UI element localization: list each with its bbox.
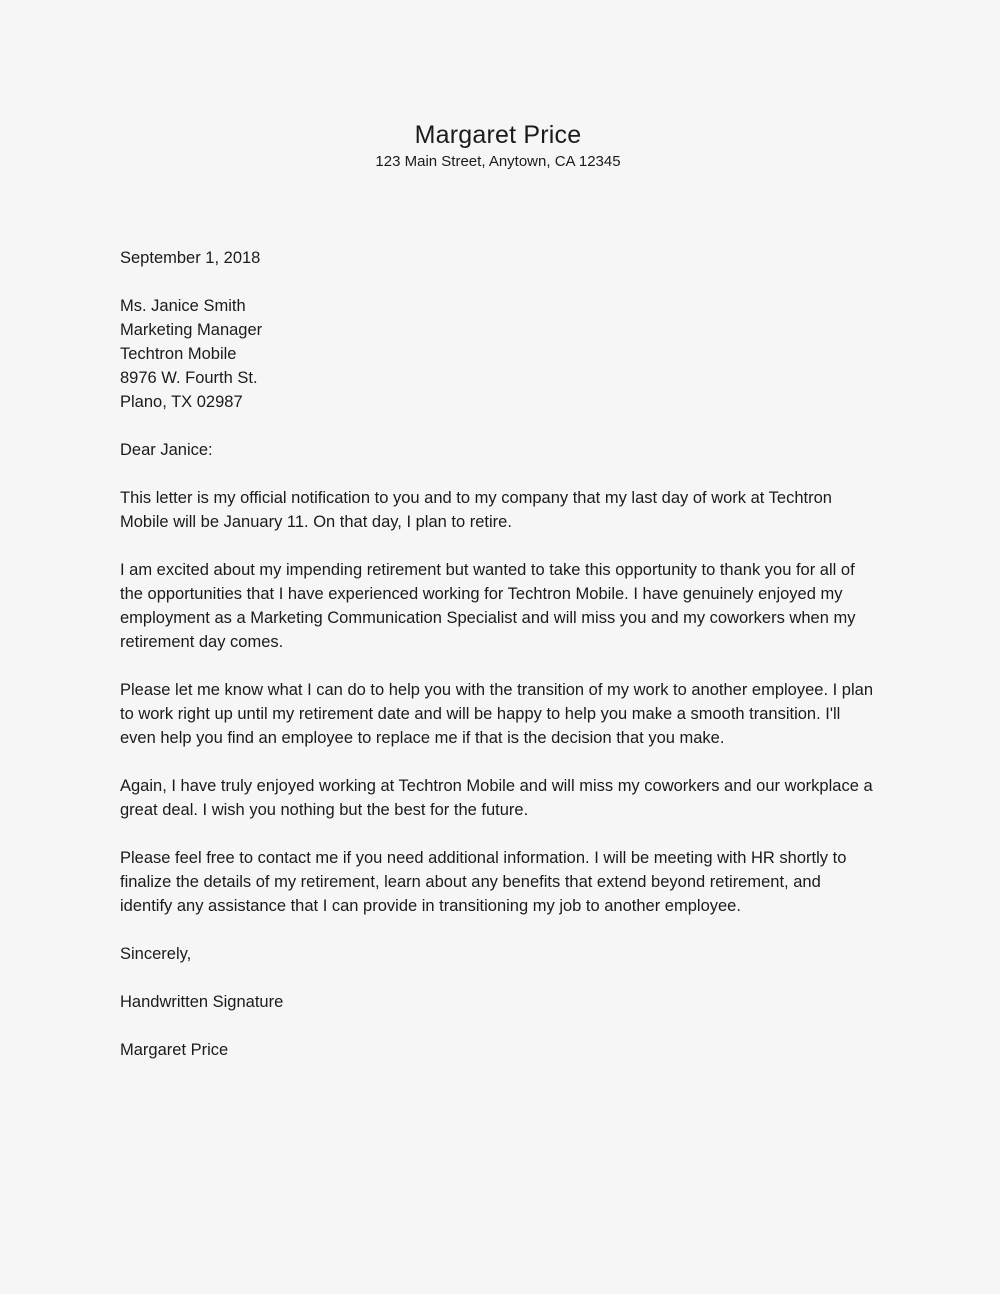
body-paragraph-4: Again, I have truly enjoyed working at Techtron Mobile and will miss my coworkers and our workplace a great deal. I wish you nothing but the best for the future. xyxy=(120,777,873,819)
closing-valediction: Sincerely, xyxy=(120,945,192,963)
body-paragraph-1: This letter is my official notification to you and to my company that my last day of work at Techtron Mobile will be January 11. On that day, I plan to retire. xyxy=(120,489,832,531)
recipient-name: Ms. Janice Smith xyxy=(120,297,246,315)
letter-date: September 1, 2018 xyxy=(120,249,261,267)
salutation: Dear Janice: xyxy=(120,441,213,459)
recipient-address-block xyxy=(120,294,876,414)
body-paragraph-5: Please feel free to contact me if you need additional information. I will be meeting with HR shortly to finalize the details of my retirement, learn about any benefits that extend beyond retirement, and identify any assistance that I can provide in transitioning my job to another employee. xyxy=(120,849,847,915)
letter-header xyxy=(120,120,876,172)
signed-name: Margaret Price xyxy=(120,1041,229,1059)
recipient-street: 8976 W. Fourth St. xyxy=(120,369,258,387)
body-paragraph-2: I am excited about my impending retirement but wanted to take this opportunity to thank you for all of the opportunities that I have experienced working for Techtron Mobile. I have genuinely enjoyed my employment as a Marketing Communication Specialist and will miss you and my coworkers when my retirement day comes. xyxy=(120,561,856,651)
recipient-title: Marketing Manager xyxy=(120,321,263,339)
recipient-company: Techtron Mobile xyxy=(120,345,237,363)
sender-address: 123 Main Street, Anytown, CA 12345 xyxy=(375,153,621,170)
signature-placeholder: Handwritten Signature xyxy=(120,993,284,1011)
body-paragraph-3: Please let me know what I can do to help you with the transition of my work to another employee. I plan to work right up until my retirement date and will be happy to help you make a smooth transition. I'll even help you find an employee to replace me if that is the decision that you make. xyxy=(120,681,873,747)
recipient-city-state-zip: Plano, TX 02987 xyxy=(120,393,243,411)
sender-name: Margaret Price xyxy=(414,121,582,149)
